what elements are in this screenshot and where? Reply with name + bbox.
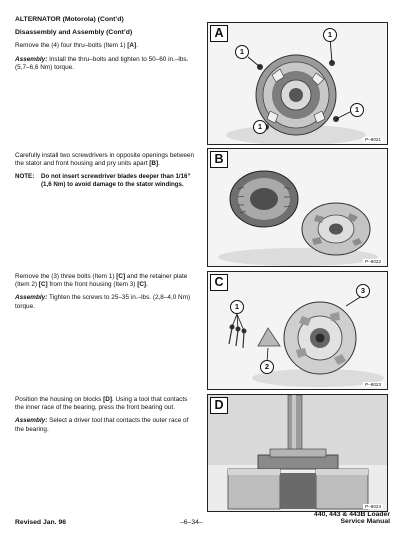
figure-c — [207, 271, 388, 390]
stator-housing-illustration — [208, 149, 388, 267]
bearing-press-illustration — [208, 395, 388, 512]
footer-model: 440, 443 & 443B Loader Service Manual — [314, 511, 390, 525]
figure-b — [207, 148, 388, 267]
step-a-assembly: Assembly: Install the thru–bolts and tighten to 50–60 in.–lbs. (5,7–6,6 Nm) torque. — [15, 55, 189, 71]
section-d-text — [15, 396, 197, 439]
callout-item-1: 1 — [253, 120, 267, 134]
footer-revised: Revised Jan. 96 — [15, 519, 67, 526]
section-a-text — [15, 16, 197, 77]
callout-item-1: 1 — [350, 103, 364, 117]
callout-item-bolts: 1 — [230, 300, 244, 314]
figure-c-code: P–8023 — [365, 382, 381, 387]
step-c-assembly: Assembly: Tighten the screws to 25–35 in.–lbs. (2,8–4,0 Nm) torque. — [15, 294, 191, 310]
callout-item-1: 1 — [323, 28, 337, 42]
step-c-paragraph: Remove the (3) three bolts (Item 1) [C] and the retainer plate (Item 2) [C] from the front housing (Item 3) [C]. — [15, 273, 188, 289]
figure-d-code: P–8024 — [365, 504, 381, 509]
step-a-paragraph: Remove the (4) four thru–bolts (Item 1) [A]. — [15, 42, 138, 50]
callout-item-front-housing: 3 — [356, 284, 370, 298]
step-b-paragraph: Carefully install two screwdrivers in opposite openings between the stator and front housing and pry units apart [B]. — [15, 152, 195, 168]
page-heading: ALTERNATOR (Motorola) (Cont’d) — [15, 16, 124, 23]
callout-item-1: 1 — [235, 45, 249, 59]
figure-d — [207, 394, 388, 512]
figure-a — [207, 22, 388, 145]
alternator-illustration — [208, 23, 388, 145]
section-c-text — [15, 273, 197, 316]
step-b-note: NOTE: Do not insert screwdriver blades deeper than 1/16” (1,6 Nm) to avoid damage to the stator windings. — [15, 173, 191, 189]
figure-b-letter: B — [210, 151, 228, 168]
section-b-text — [15, 152, 197, 189]
figure-b-code: P–8022 — [365, 259, 381, 264]
footer-page-number: –6–34– — [180, 519, 203, 526]
figure-a-letter: A — [210, 25, 228, 42]
step-d-assembly: Assembly: Select a driver tool that contacts the outer race of the bearing. — [15, 417, 189, 433]
callout-item-retainer-plate: 2 — [260, 360, 274, 374]
page-subheading: Disassembly and Assembly (Cont’d) — [15, 29, 133, 37]
figure-d-letter: D — [210, 397, 228, 414]
figure-a-code: P–8021 — [365, 137, 381, 142]
step-d-paragraph: Position the housing on blocks [D]. Using a tool that contacts the inner race of the bearing, press the front bearing out. — [15, 396, 188, 412]
figure-c-letter: C — [210, 274, 228, 291]
